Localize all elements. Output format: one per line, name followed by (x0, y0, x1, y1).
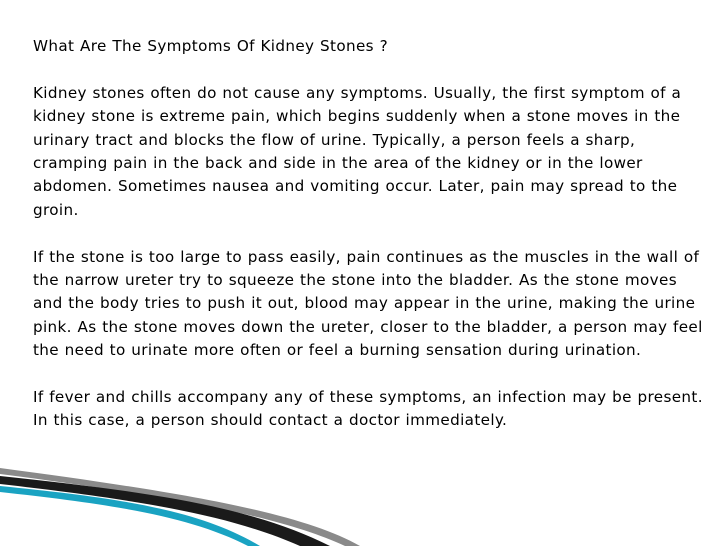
paragraph-large-stone: If the stone is too large to pass easily, pain continues as the muscles in the wall of the narrow ureter try to squeeze the stone into the bladder. As the stone moves and the body tries to push it out, blood may appear in the urine, making the urine pink. As the stone moves down the ureter, closer to the bladder, a person may feel the need to urinate more often or feel a burning sensation during urination. (33, 247, 703, 360)
paragraph-infection: If fever and chills accompany any of these symptoms, an infection may be present. In this case, a person should contact a doctor immediately. (33, 388, 703, 430)
paragraph-symptoms: Kidney stones often do not cause any symptoms. Usually, the first symptom of a kidney stone is extreme pain, which begins suddenly when a stone moves in the urinary tract and blocks the flow of urine. Typically, a person feels a sharp, cramping pain in the back and side in the area of the kidney or in the lower abdomen. Sometimes nausea and vomiting occur. Later, pain may spread to the groin. (33, 83, 682, 219)
slide-heading: What Are The Symptoms Of Kidney Stones ? (33, 37, 389, 55)
